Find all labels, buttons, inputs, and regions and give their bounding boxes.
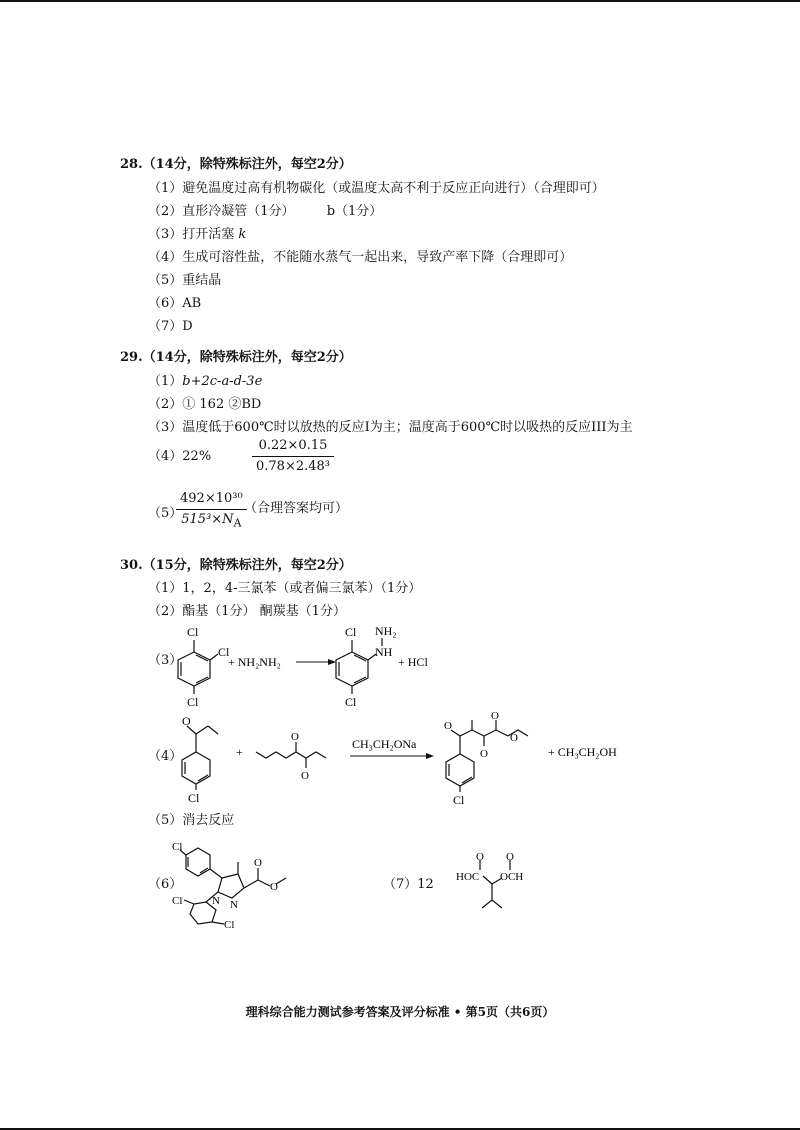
atom-o: O: [270, 881, 278, 893]
q30-item-3-reagent: + NH₂NH₂: [228, 655, 281, 669]
atom-o: O: [506, 852, 514, 863]
q28-header: 28.（14分，除特殊标注外，每空2分）: [120, 157, 352, 172]
hoc-group: HOC: [456, 871, 480, 883]
q29-item-4-fraction: [252, 438, 334, 475]
q30-item-3-label: （3）: [148, 653, 183, 668]
q28-item-2-text: （2）直形冷凝管（1分）: [148, 204, 295, 219]
atom-cl: Cl: [172, 841, 183, 853]
atom-o: O: [444, 720, 452, 732]
atom-cl: Cl: [218, 645, 230, 659]
q30-header: 30.（15分，除特殊标注外，每空2分）: [120, 558, 352, 573]
atom-cl: Cl: [172, 895, 183, 907]
atom-o: O: [510, 732, 518, 744]
atom-o: O: [301, 770, 309, 782]
atom-o: O: [476, 852, 484, 863]
bond: [208, 726, 218, 734]
nh2-group: NH₂: [375, 624, 397, 638]
atom-cl: Cl: [224, 919, 235, 930]
methyl-bond: [482, 900, 492, 908]
nh-group: NH: [375, 645, 393, 659]
q28-item-3-text: （3）打开活塞: [148, 227, 235, 242]
q29-item-4-numerator: 0.22×0.15: [252, 438, 334, 457]
chloropropiophenone-structure: [182, 726, 218, 790]
benzene-ring: [178, 652, 210, 686]
chain: [256, 752, 326, 758]
atom-n: N: [212, 895, 220, 907]
atom-cl: Cl: [345, 625, 357, 639]
reaction-arrowhead: [426, 753, 434, 759]
q28-item-3-var: k: [238, 227, 247, 242]
q30-item-3-reaction: [150, 622, 450, 712]
atom-o: O: [291, 731, 299, 743]
q28-item-6: （6）AB: [148, 296, 202, 311]
q28-item-1: （1）避免温度过高有机物碳化（或温度太高不利于反应正向进行）（合理即可）: [148, 181, 605, 196]
q29-item-1-expr: b+2c-a-d-3e: [182, 374, 263, 389]
bond: [258, 880, 270, 886]
q29-item-5-fraction: [176, 491, 247, 532]
q29-item-3: （3）温度低于600℃时以放热的反应I为主；温度高于600℃时以吸热的反应III为主: [148, 420, 633, 435]
bond: [483, 876, 492, 884]
q28-item-2-b: b（1分）: [326, 204, 383, 219]
page-footer: 理科综合能力测试参考答案及评分标准 • 第5页（共6页）: [245, 1005, 555, 1019]
q29-item-5-subscript: A: [233, 516, 242, 530]
q29-item-5-note: （合理答案均可）: [244, 501, 349, 516]
och-group: OCH: [500, 871, 524, 883]
bond: [184, 900, 194, 904]
q28-item-3: [148, 226, 246, 244]
benzene-ring: [446, 754, 474, 786]
atom-cl: Cl: [453, 793, 465, 807]
q29-item-2: （2）① 162 ②BD: [148, 397, 262, 412]
q30-item-4-plus: +: [236, 745, 243, 759]
benzene-ring: [336, 652, 368, 686]
atom-cl: Cl: [345, 695, 357, 709]
benzene-ring: [182, 752, 210, 784]
q30-item-6-label: （6）: [148, 877, 183, 892]
q30-item-5: （5）消去反应: [148, 813, 235, 828]
top-border: [0, 0, 800, 2]
atom-cl: Cl: [187, 695, 199, 709]
atom-cl: Cl: [187, 625, 199, 639]
atom-o: O: [182, 714, 191, 728]
q30-item-7-structure: [456, 852, 546, 924]
diethyl-oxalate-structure: [256, 742, 326, 768]
q30-item-4-condition: CH₃CH₂ONa: [352, 737, 417, 751]
q30-item-2: （2）酯基（1分） 酮羰基（1分）: [148, 604, 346, 619]
pyrazole-ring: [218, 874, 244, 898]
diacid-ester-structure: [480, 860, 510, 908]
q28-item-7: （7）D: [148, 319, 193, 334]
q30-item-4-byproduct: + CH₃CH₂OH: [548, 745, 617, 759]
bond: [196, 726, 208, 734]
q30-item-4-reaction: [170, 712, 650, 812]
atom-o: O: [491, 712, 499, 722]
bond: [244, 880, 258, 888]
q29-item-4: （4）22%: [148, 449, 212, 464]
q30-item-7-label: （7）12: [383, 877, 434, 892]
q30-item-1: （1）1，2，4-三氯苯（或者偏三氯苯）（1分）: [148, 581, 422, 596]
atom-cl: Cl: [188, 791, 200, 805]
q28-item-2: [148, 203, 382, 221]
bond: [210, 869, 222, 878]
q29-item-4-denominator: 0.78×2.48³: [256, 459, 330, 474]
bond: [210, 654, 218, 660]
q30-item-3-byproduct: + HCl: [398, 655, 428, 669]
reaction-arrowhead: [328, 659, 336, 665]
q29-item-5-numerator: 492×10³⁰: [176, 491, 247, 510]
q28-item-4: （4）生成可溶性盐，不能随水蒸气一起出来，导致产率下降（合理即可）: [148, 250, 573, 265]
q29-item-1-label: （1）: [148, 374, 183, 389]
q29-header: 29.（14分，除特殊标注外，每空2分）: [120, 350, 352, 365]
trichlorobenzene-structure: [178, 640, 218, 694]
atom-n: N: [230, 899, 238, 911]
methyl-bond: [492, 900, 502, 908]
q29-item-5-denominator: 515³×N: [181, 512, 234, 527]
chlorophenyl-ring: [186, 848, 210, 876]
q29-item-1: [148, 373, 262, 391]
atom-o: O: [254, 857, 262, 869]
atom-o: O: [480, 748, 488, 760]
q30-item-6-structure: [172, 838, 312, 930]
bond: [212, 922, 224, 924]
q30-item-4-label: （4）: [148, 749, 183, 764]
q28-item-5: （5）重结晶: [148, 273, 222, 288]
chain: [460, 730, 508, 736]
q29-item-5-label: （5）: [148, 506, 183, 521]
carbonyl-bond: [451, 730, 460, 736]
